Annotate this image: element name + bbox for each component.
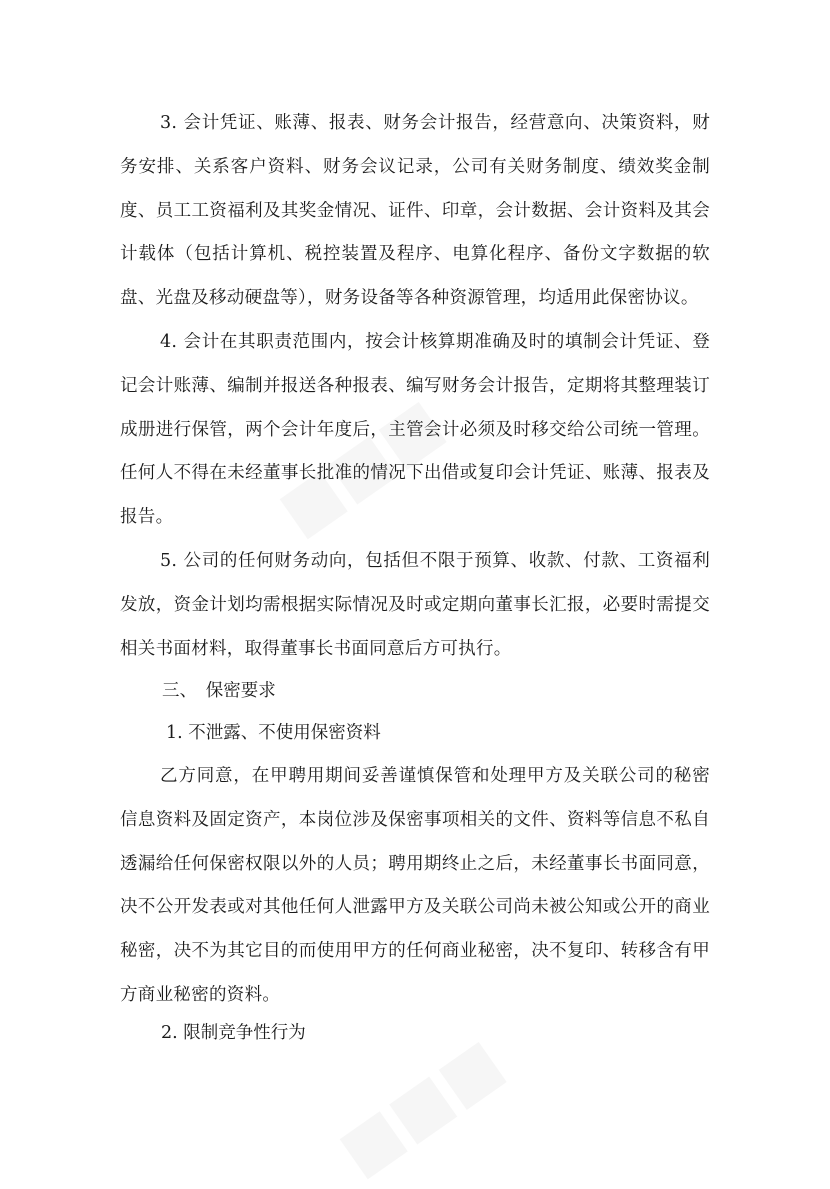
watermark-mark <box>325 1025 516 1189</box>
paragraph-4: 4. 会计在其职责范围内，按会计核算期准确及时的填制会计凭证、登记会计账薄、编制并报送各种报表、编写财务会计报告，定期将其整理装订成册进行保管，两个会计年度后，主管会计必须及时移交给公司统一管理。任何人不得在未经董事长批准的情况下出借或复印会计凭证、账薄、报表及报告。 <box>120 332 710 528</box>
paragraph-5: 5. 公司的任何财务动向，包括但不限于预算、收款、付款、工资福利发放，资金计划均需根据实际情况及时或定期向董事长汇报，必要时需提交相关书面材料，取得董事长书面同意后方可执行。 <box>120 551 710 659</box>
section-heading-confidentiality: 三、 保密要求 <box>162 681 276 701</box>
item-heading-no-disclosure: 1. 不泄露、不使用保密资料 <box>166 723 381 743</box>
paragraph-3: 3. 会计凭证、账薄、报表、财务会计报告，经营意向、决策资料，财务安排、关系客户资料、财务会议记录，公司有关财务制度、绩效奖金制度、员工工资福利及其奖金情况、证件、印章，会计数据、会计资料及其会计载体（包括计算机、税控装置及程序、电算化程序、备份文字数据的软盘、光盘及移动硬盘等），财务设备等各种资源管理，均适用此保密协议。 <box>120 113 710 309</box>
paragraph-no-disclosure: 乙方同意，在甲聘用期间妥善谨慎保管和处理甲方及关联公司的秘密信息资料及固定资产，本岗位涉及保密事项相关的文件、资料等信息不私自透漏给任何保密权限以外的人员；聘用期终止之后，未经董事长书面同意，决不公开发表或对其他任何人泄露甲方及关联公司尚未被公知或公开的商业秘密，决不为其它目的而使用甲方的任何商业秘密，决不复印、转移含有甲方商业秘密的资料。 <box>120 766 710 1005</box>
item-heading-non-compete: 2. 限制竞争性行为 <box>161 1023 306 1043</box>
